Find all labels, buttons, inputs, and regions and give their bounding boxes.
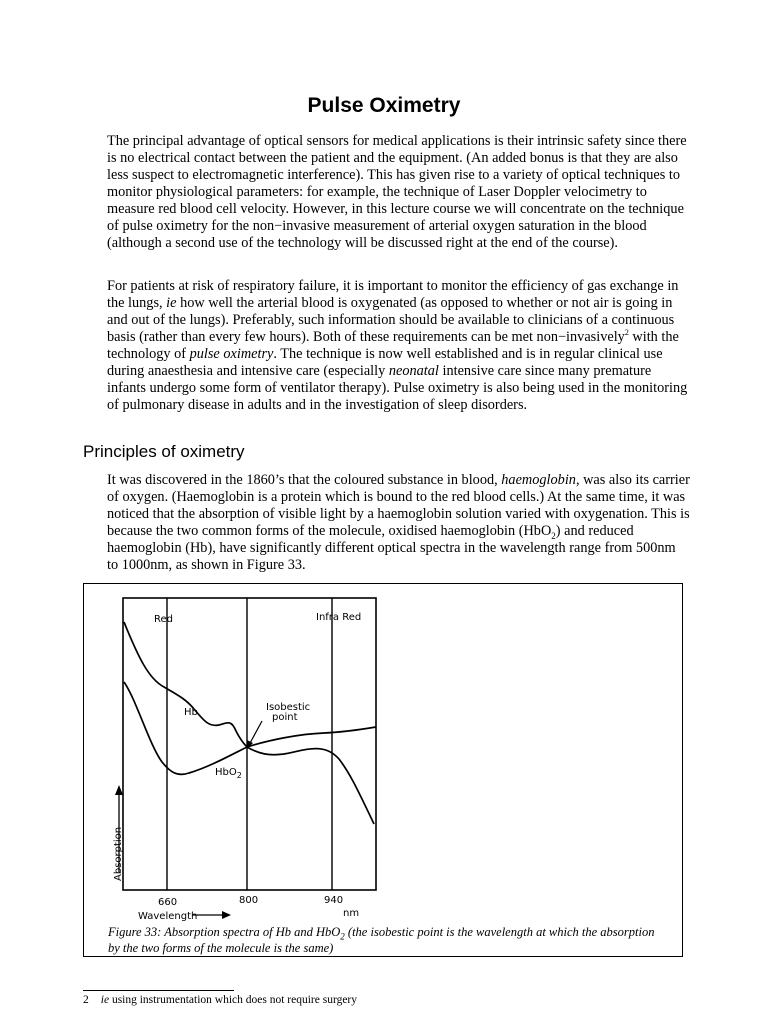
principles-paragraph [107, 472, 690, 574]
section-heading: Principles of oximetry [83, 442, 245, 461]
hbo2-label-main: HbO [215, 767, 237, 778]
hb-label: Hb [184, 707, 198, 718]
isobestic-pointer [249, 721, 262, 745]
footnote-ie: ie [100, 994, 110, 1006]
intro-paragraph: The principal advantage of optical sensors for medical applications is their intrinsic safety since there is no electrical contact between the patient and the equipment. (An added bonus is that they are also less suspect to electromagnetic interference). This has given rise to a variety of optical techniques to monitor physiological parameters: for example, the technique of Laser Doppler velocimetry to measure red blood cell velocity. However, in this lecture course we will concentrate on the technique of pulse oximetry for the non−invasive measurement of arterial oxygen saturation in the blood (although a second use of the technology will be discussed right at the end of the course). [107, 133, 687, 251]
tick-940: 940 [324, 895, 344, 906]
absorption-arrowhead [115, 785, 123, 795]
footnote-divider [83, 990, 234, 991]
isobestic-arrowhead [247, 740, 253, 749]
isobestic-label-line1: Isobestic [266, 702, 311, 713]
hbo2-label [215, 767, 242, 780]
infrared-label: Infra Red [316, 612, 362, 623]
footnote-number: 2 [83, 994, 89, 1006]
nm-label: nm [343, 908, 360, 919]
figure-33 [83, 583, 683, 957]
wavelength-arrowhead [222, 911, 231, 919]
caption-text-a: Figure 33: Absorption spectra of Hb and HbO [108, 925, 341, 939]
p2-neonatal: neonatal [388, 363, 439, 379]
p2-text-b: how well the arterial blood is oxygenated (as opposed to whether or not air is going in and out of the lungs). Preferably, such information should be available to clinicians of a continuous basis (rather than every few hours). Both of these requirements can be met non−invasively [107, 295, 675, 345]
footnote-text: using instrumentation which does not require surgery [109, 994, 358, 1006]
p2-ie: ie [166, 295, 177, 311]
p3-text-b: , was also its carrier of oxygen. (Haemoglobin is a protein which is bound to the red blood cells.) At the same time, it was noticed that the absorption of visible light by a haemoglobin solution varied with oxygenation. This is because the two common forms of the molecule, oxidised haemoglobin (HbO [107, 472, 690, 539]
p2-text-a: For patients at risk of respiratory failure, it is important to monitor the efficiency of gas exchange in the lungs, [107, 278, 679, 311]
hb-curve [124, 622, 374, 824]
p2-text-d: . The technique is now well established and is in regular clinical use during anaesthesia and intensive care (especially [107, 346, 663, 379]
footnote [83, 994, 357, 1006]
hbo2-label-sub: 2 [236, 771, 242, 780]
tick-660: 660 [158, 897, 178, 908]
caption-subscript: 2 [340, 931, 345, 942]
wavelength-label: Wavelength [138, 911, 198, 922]
p3-subscript: 2 [551, 530, 556, 541]
isobestic-label-line2: point [272, 712, 298, 723]
figure-caption [108, 924, 668, 956]
page-title: Pulse Oximetry [307, 94, 461, 117]
p2-pulse-oximetry: pulse oximetry [189, 346, 274, 362]
tick-800: 800 [239, 895, 259, 906]
red-label: Red [154, 614, 173, 625]
hbo2-curve [124, 682, 376, 774]
respiratory-paragraph [107, 278, 690, 414]
absorption-label: Absorption [113, 826, 124, 881]
caption-text-b: (the isobestic point is the wavelength at which the absorption by the two forms of the molecule is the same) [108, 925, 655, 955]
p3-haemoglobin: haemoglobin [501, 472, 576, 488]
footnote-reference: 2 [624, 328, 629, 338]
p3-text-c: ) and reduced haemoglobin (Hb), have significantly different optical spectra in the wavelength range from 500nm to 1000nm, as shown in Figure 33. [107, 523, 676, 573]
p2-text-e: intensive care since many premature infants undergo some form of ventilator therapy). Pulse oximetry is also being used in the monitoring of pulmonary disease in adults and in the investigation of sleep disorders. [107, 363, 688, 413]
absorption-spectra-diagram [84, 584, 682, 924]
p3-text-a: It was discovered in the 1860’s that the coloured substance in blood, [107, 472, 502, 488]
p2-text-c: with the technology of [107, 329, 679, 362]
